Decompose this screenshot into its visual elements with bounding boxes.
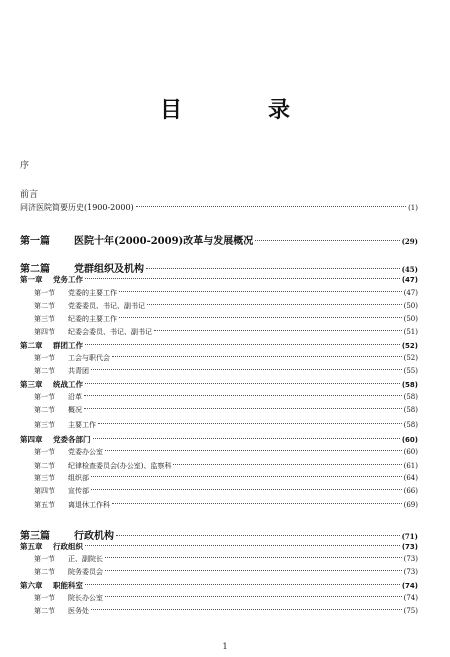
toc-leader-dots — [154, 330, 402, 331]
toc-entry-number: 第二章 — [20, 341, 43, 350]
toc-entry[interactable] — [20, 405, 418, 415]
toc-entry-page: (61) — [403, 462, 418, 470]
toc-leader-dots — [98, 423, 402, 424]
page-title: 目 录 — [159, 98, 322, 123]
toc-entry-number: 第五章 — [20, 542, 43, 551]
toc-entry-page: (66) — [403, 487, 418, 495]
toc-entry-page: (69) — [403, 501, 418, 509]
toc-entry-number: 第二节 — [34, 607, 55, 615]
toc-entry-number: 第一篇 — [20, 236, 50, 247]
toc-entry-number: 第二节 — [34, 367, 55, 375]
toc-entry-title: 院务委员会 — [68, 568, 103, 576]
toc-entry-title: 群团工作 — [53, 341, 83, 350]
toc-entry-page: (50) — [403, 302, 418, 310]
toc-entry-title: 党委的主要工作 — [68, 289, 117, 297]
toc-entry[interactable] — [20, 353, 418, 363]
toc-entry[interactable] — [20, 274, 418, 285]
toc-leader-dots — [146, 268, 400, 269]
toc-entry-page: (71) — [401, 532, 418, 541]
toc-entry-number: 第二节 — [34, 568, 55, 576]
toc-entry-title: 统战工作 — [53, 380, 83, 389]
toc-entry-page: (45) — [401, 265, 418, 274]
toc-leader-dots — [105, 450, 402, 451]
toc-entry-page: (73) — [401, 543, 418, 551]
toc-entry-page: (60) — [403, 448, 418, 456]
toc-entry-page: (1) — [408, 204, 418, 212]
toc-entry-number: 第二节 — [34, 302, 55, 310]
preface-heading: 序 — [20, 161, 30, 171]
toc-leader-dots — [93, 438, 400, 439]
toc-leader-dots — [136, 206, 406, 207]
toc-entry-number: 第三节 — [34, 421, 55, 429]
toc-leader-dots — [85, 344, 400, 345]
toc-entry[interactable] — [20, 434, 418, 445]
toc-entry[interactable] — [20, 606, 418, 616]
toc-leader-dots — [85, 278, 400, 279]
toc-entry-page: (73) — [403, 568, 418, 576]
toc-entry-title: 行政组织 — [53, 542, 83, 551]
toc-leader-dots — [255, 240, 399, 241]
toc-leader-dots — [85, 383, 400, 384]
toc-entry-title: 沿革 — [68, 393, 82, 401]
toc-entry-page: (55) — [403, 367, 418, 375]
toc-entry-page: (74) — [403, 594, 418, 602]
toc-leader-dots — [105, 596, 402, 597]
toc-entry-page: (58) — [403, 393, 418, 401]
toc-entry-page: (74) — [401, 582, 418, 590]
toc-entry[interactable] — [20, 527, 418, 542]
toc-entry-title: 院长办公室 — [68, 594, 103, 602]
toc-entry-number: 第一节 — [34, 594, 55, 602]
page-number: 1 — [222, 642, 228, 651]
toc-entry-number: 第四节 — [34, 328, 55, 336]
toc-entry-title: 党委各部门 — [53, 435, 91, 444]
toc-entry-title: 纪委会委员、书记、副书记 — [68, 328, 152, 336]
toc-entry-number: 第一节 — [34, 448, 55, 456]
toc-leader-dots — [173, 464, 401, 465]
toc-leader-dots — [91, 609, 402, 610]
toc-entry-number: 第二节 — [34, 406, 55, 414]
toc-entry[interactable] — [20, 260, 418, 275]
toc-entry-title: 正、副院长 — [68, 555, 103, 563]
toc-entry-number: 第三章 — [20, 380, 43, 389]
toc-entry-page: (47) — [401, 276, 418, 284]
toc-leader-dots — [105, 570, 402, 571]
toc-entry-page: (52) — [401, 342, 418, 350]
toc-entry[interactable] — [20, 580, 418, 591]
toc-entry-page: (51) — [403, 328, 418, 336]
toc-entry-title: 概况 — [68, 406, 82, 414]
toc-entry[interactable] — [20, 366, 418, 376]
toc-entry[interactable] — [20, 340, 418, 351]
toc-entry-number: 第三节 — [34, 315, 55, 323]
toc-entry-title: 党委办公室 — [68, 448, 103, 456]
toc-leader-dots — [84, 408, 402, 409]
toc-entry-page: (50) — [403, 315, 418, 323]
toc-entry[interactable] — [20, 473, 418, 483]
toc-entry-title: 离退休工作科 — [68, 501, 110, 509]
toc-entry-page: (64) — [403, 474, 418, 482]
toc-entry-page: (73) — [403, 555, 418, 563]
toc-entry-number: 第二节 — [34, 462, 55, 470]
toc-entry-title: 党务工作 — [53, 275, 83, 284]
toc-entry-title: 宣传部 — [68, 487, 89, 495]
toc-entry-page: (52) — [403, 354, 418, 362]
toc-entry-title: 工会与职代会 — [68, 354, 110, 362]
toc-entry-title: 职能科室 — [53, 581, 83, 590]
toc-entry[interactable] — [20, 379, 418, 390]
toc-entry-number: 第六章 — [20, 581, 43, 590]
toc-entry-number: 第一节 — [34, 393, 55, 401]
toc-entry-title: 党群组织及机构 — [74, 264, 144, 275]
toc-entry-number: 第一节 — [34, 354, 55, 362]
toc-entry[interactable] — [20, 486, 418, 496]
toc-entry-number: 第三节 — [34, 474, 55, 482]
foreword-heading: 前言 — [20, 190, 39, 200]
toc-entry[interactable] — [20, 500, 418, 510]
toc-entry[interactable] — [20, 554, 418, 564]
toc-entry-number: 第四章 — [20, 435, 43, 444]
toc-entry-title: 党委委员、书记、副书记 — [68, 302, 145, 310]
toc-leader-dots — [112, 503, 402, 504]
toc-entry[interactable] — [20, 327, 418, 337]
toc-entry[interactable] — [20, 314, 418, 324]
toc-leader-dots — [91, 489, 402, 490]
toc-entry[interactable] — [20, 232, 418, 247]
toc-entry[interactable] — [20, 593, 418, 603]
toc-entry-page: (75) — [403, 607, 418, 615]
toc-entry[interactable] — [20, 447, 418, 457]
toc-entry[interactable] — [20, 541, 418, 552]
toc-entry-title: 医务处 — [68, 607, 89, 615]
toc-leader-dots — [116, 535, 400, 536]
toc-entry-page: (58) — [403, 421, 418, 429]
toc-entry-number: 第一章 — [20, 275, 43, 284]
toc-entry-number: 第五节 — [34, 501, 55, 509]
toc-entry-title: 纪委的主要工作 — [68, 315, 117, 323]
toc-leader-dots — [112, 356, 402, 357]
toc-entry-title: 纪律检查委员会(办公室)、监察科 — [68, 462, 172, 470]
toc-entry[interactable] — [20, 301, 418, 311]
toc-entry-page: (58) — [403, 406, 418, 414]
toc-entry[interactable] — [20, 202, 418, 213]
toc-entry-number: 第二篇 — [20, 264, 50, 275]
toc-entry[interactable] — [20, 420, 418, 430]
toc-entry-number: 第三篇 — [20, 531, 50, 542]
toc-leader-dots — [91, 476, 402, 477]
toc-entry-title: 主要工作 — [68, 421, 96, 429]
toc-leader-dots — [91, 369, 402, 370]
toc-entry-page: (29) — [401, 237, 418, 246]
toc-entry-title: 组织部 — [68, 474, 89, 482]
toc-entry[interactable] — [20, 392, 418, 402]
toc-entry-title: 共青团 — [68, 367, 89, 375]
toc-entry[interactable] — [20, 288, 418, 298]
toc-leader-dots — [119, 317, 402, 318]
toc-entry-title: 医院十年(2000-2009)改革与发展概况 — [74, 236, 254, 247]
toc-leader-dots — [85, 584, 400, 585]
toc-entry-page: (47) — [403, 289, 418, 297]
toc-entry-page: (58) — [401, 381, 418, 389]
toc-leader-dots — [85, 545, 400, 546]
toc-leader-dots — [119, 291, 402, 292]
toc-leader-dots — [84, 395, 402, 396]
toc-entry[interactable] — [20, 567, 418, 577]
toc-entry-number: 第四节 — [34, 487, 55, 495]
toc-leader-dots — [147, 304, 402, 305]
toc-entry-page: (60) — [401, 436, 418, 444]
toc-entry[interactable] — [20, 461, 418, 471]
toc-entry-title: 行政机构 — [74, 531, 114, 542]
toc-entry-title: 同济医院简要历史(1900-2000) — [20, 203, 134, 212]
toc-entry-number: 第一节 — [34, 289, 55, 297]
toc-entry-number: 第一节 — [34, 555, 55, 563]
toc-leader-dots — [105, 557, 402, 558]
